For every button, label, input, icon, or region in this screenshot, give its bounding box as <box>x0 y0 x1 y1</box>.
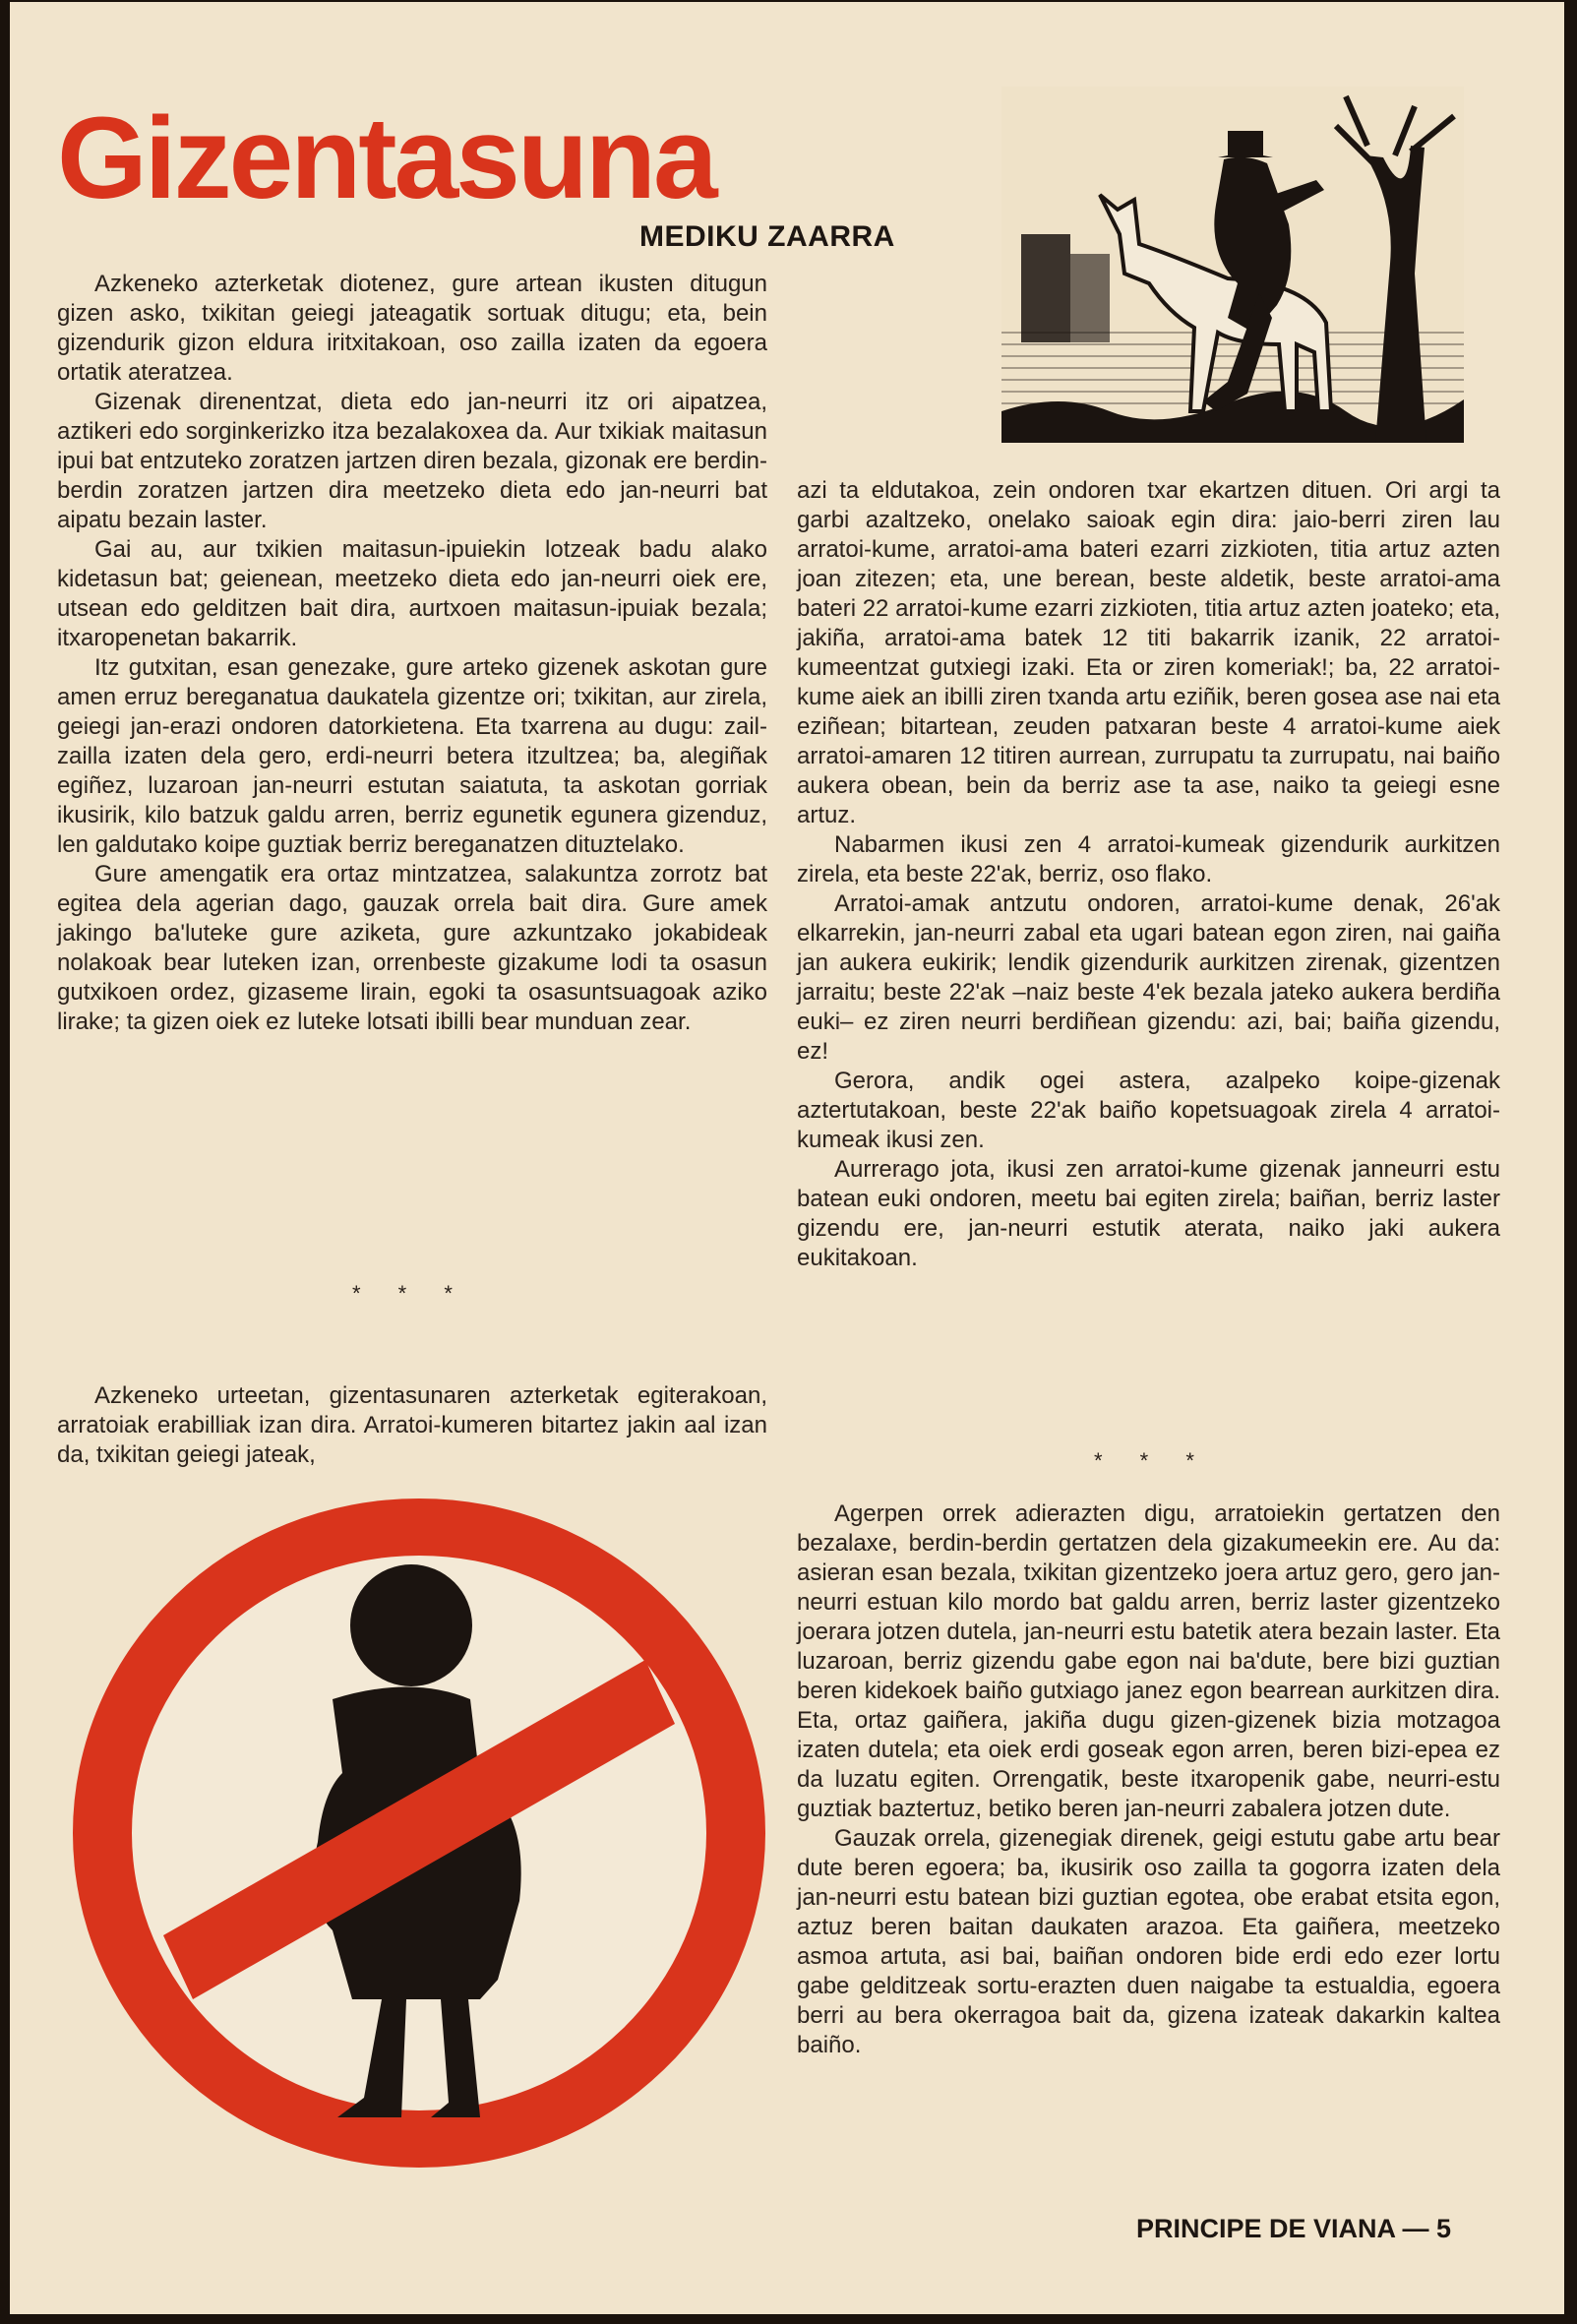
paragraph: Agerpen orrek adierazten digu, arratoiekin gertatzen den bezalaxe, berdin-berdin gertatzen dela gizakumeekin ere. Au da: asieran esan bezala, txikitan gizentzeko joera artuz gero, gero jan-neurri estuan kilo mordo bat galdu arren, berriz laster gizentzeko joerara jotzen dutela, jan-neurri estu batetik atera bezain laster. Eta luzaroan, berriz gizendu gabe egon nai ba'dute, bere bizi guztian beren kidekoek baiño gutxiago janez egon bearrean aurkitzen dira. Eta, ortaz gaiñera, jakiña dugu gizen-gizenek bizia motzagoa izaten dutela; eta oiek erdi goseak egon arren, beren bizi-epea ez da luzatu egiten. Orrengatik, beste itxaropenik gabe, neurri-estu guztiak baztertuz, betiko beren jan-neurri zabalera jotzen dute. <box>797 1500 1500 1822</box>
magazine-page <box>10 2 1564 2314</box>
page-footer: PRINCIPE DE VIANA — 5 <box>1136 2214 1452 2243</box>
paragraph: Gure amengatik era ortaz mintzatzea, salakuntza zorrotz bat egitea dela agerian dago, gauzak orrela bait dira. Gure amek jakingo ba'luteke gure aziketa, gure azkuntzako jokabideak nolakoak bear luteken izan, orrenbeste gizakume lodi ta osasun gutxikoen ordez, gizaseme lirain, egoki ta osasuntsuagoak aziko lirake; ta gizen oiek ez luteke lotsati ibilli bear munduan zear. <box>57 861 767 1035</box>
paragraph: Gauzak orrela, gizenegiak direnek, geigi estutu gabe artu bear dute beren egoera; ba, ikusirik oso zailla ta gogorra izaten dela jan-neurri estu batean bizi guztian egotea, obe erabat etsita egon, aztuz beren baitan daukaten arazoa. Eta gaiñera, meetzeko asmoa artuta, asi bai, baiñan ondoren bide erdi edo ezer lortu gabe gelditzeak sortu-erazten duen naigabe ta estualdia, egoera berri au bera okerragoa bait da, gizena izateak dakarkin kaltea baiño. <box>797 1825 1500 2058</box>
article-column-right-continued <box>797 1499 1500 2060</box>
article-byline: MEDIKU ZAARRA <box>639 220 895 253</box>
article-column-right <box>797 476 1500 1273</box>
section-separator: * * * <box>352 1281 468 1306</box>
paragraph: Itz gutxitan, esan genezake, gure arteko gizenek askotan gure amen erruz bereganatua daukatela gizentze ori; txikitan, aur zirela, geiegi jan-erazi ondoren datorkietena. Eta txarrena au dugu: zail-zailla izaten dela gero, erdi-neurri betera itzultzea; ba, alegiñak egiñez, luzaroan jan-neurri estutan saiatuta, ta askotan gorriak ikusirik, kilo batzuk galdu arren, berriz egunetik egunera gizenduz, len galdutako koipe guztiak berriz bereganatzen dituztelako. <box>57 654 767 858</box>
paragraph: Aurrerago jota, ikusi zen arratoi-kume gizenak janneurri estu batean euki ondoren, meetu bai egiten zirela; baiñan, berriz laster gizendu ere, jan-neurri estutik aterata, naiko jaki aukera eukitakoan. <box>797 1156 1500 1271</box>
paragraph: Azkeneko urteetan, gizentasunaren azterketak egiterakoan, arratoiak erabilliak izan dira. Arratoi-kumeren bitartez jakin aal izan da, txikitan geiegi jateak, <box>57 1382 767 1468</box>
man-on-donkey-illustration <box>1001 87 1464 443</box>
paragraph: Gerora, andik ogei astera, azalpeko koipe-gizenak aztertutakoan, beste 22'ak baiño kopetsuagoak zirela 4 arratoi-kumeak ikusi zen. <box>797 1068 1500 1153</box>
paragraph: Gai au, aur txikien maitasun-ipuiekin lotzeak badu alako kidetasun bat; geienean, meetzeko dieta edo jan-neurri oiek ere, utsean edo gelditzen bait dira, aurtxoen maitasun-ipuiak bezala; itxaropenetan bakarrik. <box>57 536 767 651</box>
paragraph: Arratoi-amak antzutu ondoren, arratoi-kume denak, 26'ak elkarrekin, jan-neurri zabal eta ugari batean egon ziren, nai gaiña jan aukera eukirik; lendik gizendurik aurkitzen zirenak, gizentzen jarraitu; beste 22'ak –naiz beste 4'ek bezala jateko aukera berdiña euki– ez ziren neurri berdiñean gizendu: azi, bai; baiña gizendu, ez! <box>797 890 1500 1065</box>
paragraph: Azkeneko azterketak diotenez, gure artean ikusten ditugun gizen asko, txikitan geiegi jateagatik sortuak ditugu; eta, bein gizendurik gizon eldura iritxitakoan, oso zailla izaten da egoera ortatik ateratzea. <box>57 271 767 386</box>
article-title: Gizentasuna <box>57 93 715 223</box>
article-column-left <box>57 270 767 1037</box>
paragraph: Gizenak direnentzat, dieta edo jan-neurri itz ori aipatzea, aztikeri edo sorginkerizko itza bezalakoxea da. Aur txikiak maitasun ipui bat entzuteko zoratzen jartzen diren bezala, gizonak ere berdin-berdin zoratzen jartzen dira meetzeko dieta edo jan-neurri bat aipatu bezain laster. <box>57 389 767 533</box>
section-separator: * * * <box>1094 1448 1210 1473</box>
prohibition-sign-icon <box>57 1488 781 2178</box>
paragraph: Nabarmen ikusi zen 4 arratoi-kumeak gizendurik aurkitzen zirela, eta beste 22'ak, berriz, oso flako. <box>797 831 1500 887</box>
paragraph: azi ta eldutakoa, zein ondoren txar ekartzen dituen. Ori argi ta garbi azaltzeko, onelako saioak egin dira: jaio-berri ziren lau arratoi-kume, arratoi-ama bateri ezarri zizkioten, titia artuz azten joan zitezen; eta, une berean, beste aldetik, beste arratoi-ama bateri 22 arratoi-kume ezarri zizkioten, titia artuz azten joateko; eta, jakiña, arratoi-ama batek 12 titi bakarrik izanik, 22 arratoi-kumeentzat gutxiegi izaki. Eta or ziren komeriak!; ba, 22 arratoi-kume aiek an ibilli ziren txanda artu eziñik, beren gosea ase nai eta eziñean; bitartean, zeuden patxaran beste 4 arratoi-kume aiek arratoi-amaren 12 titiren aurrean, zurrupatu ta zurrupatu, nai baiño aukera obean, bein da berriz ase ta ase, naiko ta geiegi esne artuz. <box>797 477 1501 828</box>
article-column-left-continued <box>57 1381 767 1470</box>
